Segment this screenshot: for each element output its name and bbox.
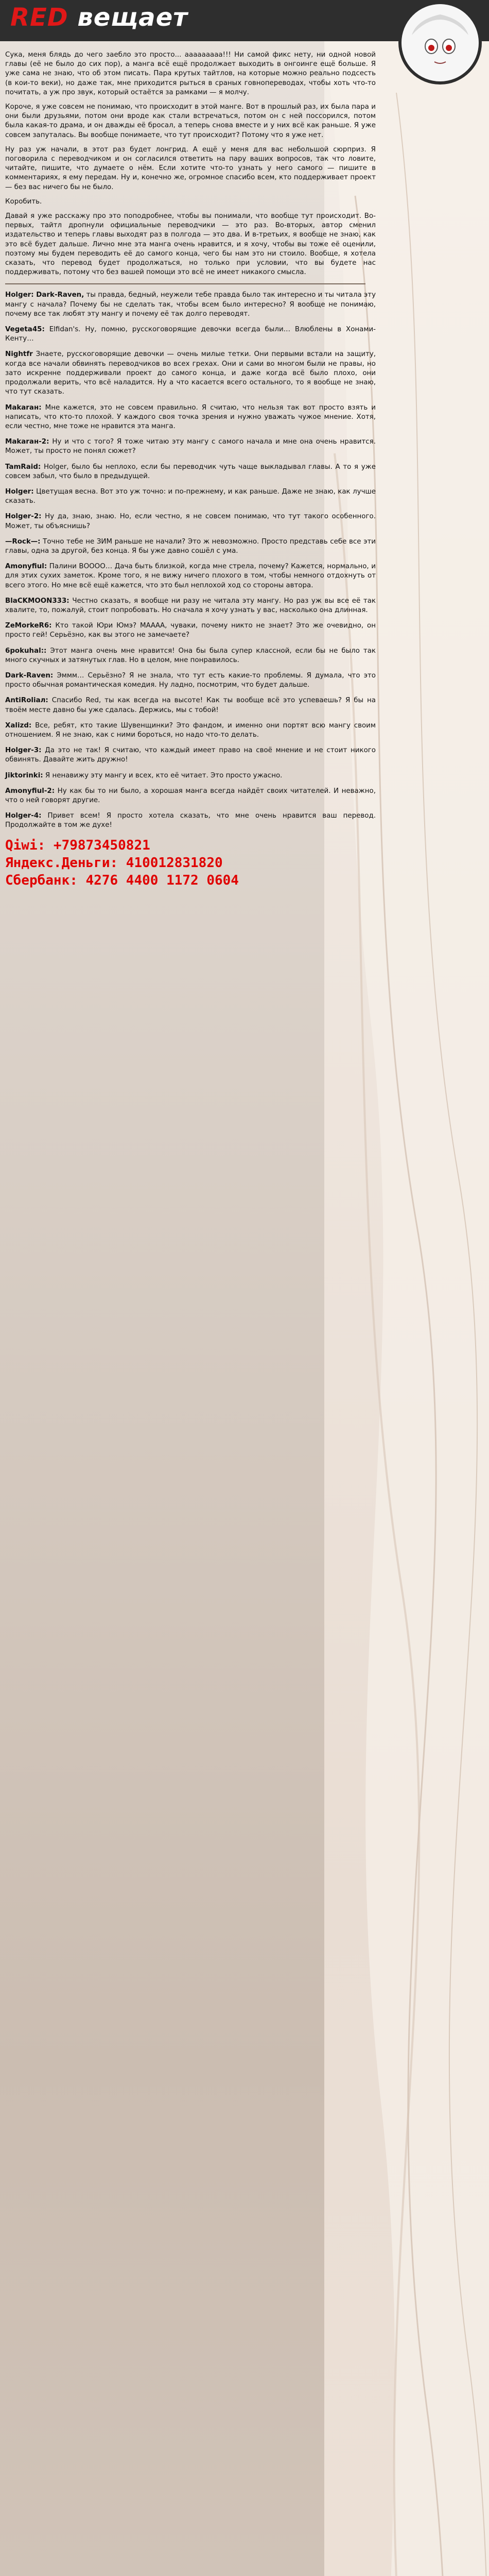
section-divider: [5, 283, 365, 284]
comment-text: Мне кажется, это не совсем правильно. Я считаю, что нельзя так вот просто взять и написать, что кто-то плохой. У каждого своя точка зрения и нужно уважать чужое мнение. Хотя, если честно, мне тоже не нравится эта манга.: [5, 403, 376, 430]
comment: [5, 597, 376, 615]
comment-text: Знаете, русскоговорящие девочки — очень милые тетки. Они первыми встали на защиту, когда все начали обвинять переводчиков во всех грехах. Они и сами во многом были не правы, но зато искренне поддерживали проект до самого конца, и даже когда всё было плохо, они продолжали верить, что всё наладится. Ну а что касается всего остального, то я вообще не знаю, что тут сказать.: [5, 350, 376, 396]
logo-red: RED: [10, 3, 68, 32]
intro-paragraph: Короче, я уже совсем не понимаю, что происходит в этой манге. Вот в прошлый раз, их была пара и они были друзьями, потом они вроде как стали встречаться, потом он с ней поссорился, потом была какая-то драма, и он дважды её бросал, а теперь снова вместе и у них всё как раньше. Я уже совсем запуталась. Вы вообще понимаете, что тут происходит? Потому что я уже нет.: [5, 103, 376, 139]
comment-text: Палини ВОООО… Дача быть близкой, когда мне стрела, почему? Кажется, нормально, и для этих сухих заметок. Кроме того, я не вижу ничего плохого в том, чтобы немного отдохнуть от всего этого. Но мне всё ещё кажется, что это был неплохой ход со стороны автора.: [5, 563, 376, 589]
comment-author: Holger-2:: [5, 513, 42, 521]
comment-author: Jiktorinki:: [5, 771, 43, 779]
comment-text: Ну да, знаю, знаю. Но, если честно, я не совсем понимаю, что тут такого особенного. Может, ты объяснишь?: [5, 513, 376, 530]
comment-text: Привет всем! Я просто хотела сказать, что мне очень нравится ваш перевод. Продолжайте в том же духе!: [5, 812, 376, 829]
comment-text: Цветущая весна. Вот это уж точно: и по-прежнему, и как раньше. Даже не знаю, как лучше сказать.: [5, 487, 376, 505]
comment-author: Nightfr: [5, 350, 33, 359]
comment-author: Makaraн:: [5, 403, 42, 412]
comment: [5, 771, 376, 781]
comment-text: Кто такой Юри Юмэ? МАААА, чуваки, почему никто не знает? Это же очевидно, он просто гей! Серьёзно, как вы этого не замечаете?: [5, 622, 376, 639]
donate-sber[interactable]: Сбербанк: 4276 4400 1172 0604: [5, 872, 239, 888]
comment: [5, 746, 376, 765]
comment-author: Amonyfiul:: [5, 563, 47, 571]
comment-text: Elfidan's. Ну, помню, русскоговорящие девочки всегда были… Влюблены в Хонами-Кенту…: [5, 326, 376, 343]
comment: [5, 437, 376, 456]
mascot-avatar-icon[interactable]: [398, 1, 482, 84]
comment-author: 6pokuhal::: [5, 647, 47, 655]
comment: [5, 647, 376, 665]
donate-yandex[interactable]: Яндекс.Деньги: 410012831820: [5, 855, 223, 871]
comment-author: ZeMorkeR6:: [5, 622, 52, 630]
comment-text: Этот манга очень мне нравится! Она бы была супер классной, если бы не было так много скучных и затянутых глав. Но в целом, мне понравилось.: [5, 647, 376, 664]
comment-text: Holger, было бы неплохо, если бы переводчик чуть чаще выкладывал главы. А то я уже совсем забыл, что было в предыдущей.: [5, 463, 376, 480]
comment-author: Holger-4:: [5, 812, 42, 820]
comment-text: Честно сказать, я вообще ни разу не читала эту мангу. Но раз уж вы все её так хвалите, то, пожалуй, стоит попробовать. Но сначала я хочу узнать у вас, насколько она длинная.: [5, 597, 376, 614]
comment-author: Xalizd:: [5, 721, 32, 730]
comment: [5, 512, 376, 531]
comment: [5, 350, 376, 397]
comment-author: Holger-3:: [5, 747, 42, 755]
intro-block: [5, 50, 376, 277]
comment-text: Ну как бы то ни было, а хорошая манга всегда найдёт своих читателей. И неважно, что о ней говорят другие.: [5, 787, 376, 804]
comment: [5, 291, 376, 319]
comment-author: TamRaid:: [5, 463, 41, 471]
comment: [5, 721, 376, 740]
comment-author: —Rock—:: [5, 537, 41, 546]
comment: [5, 463, 376, 481]
donate-block: [5, 837, 376, 889]
comment-author: Amonyfiul-2:: [5, 787, 55, 795]
comment-text: Ну и что с того? Я тоже читаю эту мангу с самого начала и мне она очень нравится. Может, ты просто не понял сюжет?: [5, 438, 376, 455]
comment-text: Да это не так! Я считаю, что каждый имеет право на своё мнение и не стоит никого обвинять. Давайте жить дружно!: [5, 747, 376, 764]
comment: [5, 787, 376, 805]
comment-text: Спасибо Red, ты как всегда на высоте! Как ты вообще всё это успеваешь? Я бы на твоём месте давно бы уже сдалась. Держись, мы с тобой!: [5, 697, 376, 714]
donate-qiwi[interactable]: Qiwi: +79873450821: [5, 837, 150, 853]
intro-paragraph: Ну раз уж начали, в этот раз будет лонгрид. А ещё у меня для вас небольшой сюрприз. Я поговорила с переводчиком и он согласился ответить на пару ваших вопросов, так что ловите, читайте, пишите, что думаете о нём. Если хотите что-то узнать у него самого — пишите в комментариях, я ему передам. Ну и, конечно же, огромное спасибо всем, кто поддерживает проект — без вас ничего бы не было.: [5, 145, 376, 191]
comment: [5, 811, 376, 830]
comment: [5, 325, 376, 344]
comment-author: Holger: Dark-Raven,: [5, 291, 84, 299]
comment-author: Makaraн-2:: [5, 438, 49, 446]
comment: [5, 537, 376, 556]
comment: [5, 696, 376, 715]
mascot-avatar-svg: [401, 4, 479, 81]
comment-text: Эммм… Серьёзно? Я не знала, что тут есть какие-то проблемы. Я думала, что это просто обычная романтическая комедия. Ну ладно, посмотрим, что будет дальше.: [5, 671, 376, 689]
site-logo[interactable]: [10, 3, 188, 32]
comment-author: Vegeta45:: [5, 326, 45, 334]
comment-author: AntiRoliaл:: [5, 697, 48, 705]
intro-paragraph: Давай я уже расскажу про это поподробнее, чтобы вы понимали, что вообще тут происходит. Во-первых, тайтл дропнули официальные переводчики — это раз. Во-вторых, автор сменил издательство и теперь главы выходят раз в полгода — это два. И в-третьих, я вообще не знаю, как это всё будет дальше. Лично мне эта манга очень нравится, и я хочу, чтобы вы тоже её оценили, поэтому мы будем переводить её до самого конца, чего бы нам это ни стоило. Вообще, я хотела сказать, что перевод будет продолжаться, но только при условии, что вы будете нас поддерживать, потому что без вашей помощи это всё не имеет никакого смысла.: [5, 212, 376, 277]
comment: [5, 671, 376, 690]
comment-author: Dark-Raven:: [5, 671, 54, 680]
comment: [5, 403, 376, 432]
comment: [5, 621, 376, 640]
comment-author: Holger:: [5, 487, 34, 496]
comment-text: Точно тебе не ЗИМ раньше не начали? Это ж невозможно. Просто представь себе все эти главы, одна за другой, без конца. Я бы уже давно сошёл с ума.: [5, 537, 376, 555]
comment: [5, 487, 376, 506]
comment-text: ты правда, бедный, неужели тебе правда было так интересно и ты читала эту мангу с начала? Почему бы не сделать так, чтобы всем было интересно? Я вообще не понимаю, почему все так любят эту мангу и почему её так долго переводят.: [5, 291, 376, 318]
intro-paragraph: Коробить.: [5, 197, 42, 206]
comment: [5, 562, 376, 590]
logo-text: вещает: [77, 3, 188, 32]
intro-paragraph: Сука, меня блядь до чего заебло это просто... ааааааааа!!! Ни самой фикс нету, ни одной новой главы (её не было до сих пор), а манга всё ещё продолжает выходить в онгоинге ещё больше. Я уже сама не знаю, что об этом писать. Пара крутых тайтлов, на которые можно реально подсесть (в кои-то веки), но даже так, мне приходится рыться в сраных говнопереводах, чтобы хоть что-то почитать, а уж про звук, который остаётся за рамками — я молчу.: [5, 51, 376, 96]
post-content: [5, 50, 376, 889]
comment-author: BlaCKMOON333:: [5, 597, 69, 605]
comment-text: Все, ребят, кто такие Шувенщинки? Это фандом, и именно они портят всю мангу своим отношением. Я не знаю, как с ними бороться, но надо что-то делать.: [5, 721, 376, 739]
comment-text: Я ненавижу эту мангу и всех, кто её читает. Это просто ужасно.: [45, 771, 283, 779]
